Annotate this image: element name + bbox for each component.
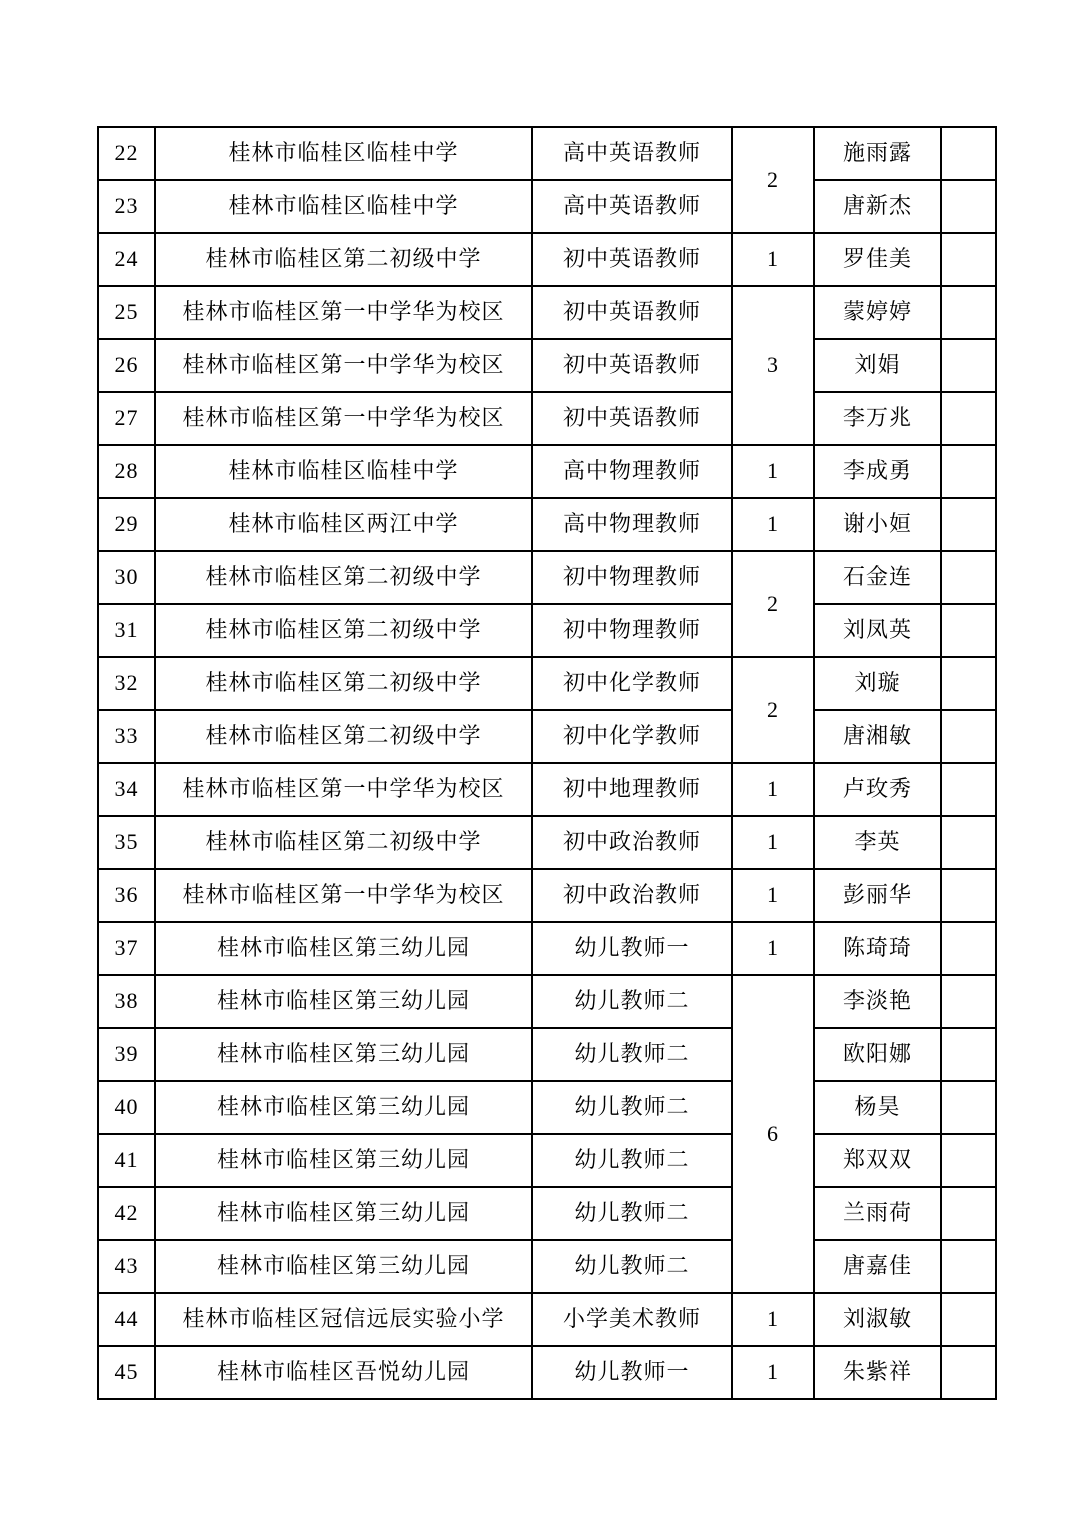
cell-count: 1: [732, 1293, 814, 1346]
cell-post: 幼儿教师一: [532, 1346, 732, 1399]
cell-unit: 桂林市临桂区第一中学华为校区: [155, 869, 532, 922]
table-row: [98, 710, 996, 763]
cell-index: 27: [98, 392, 155, 445]
cell-post: 初中物理教师: [532, 604, 732, 657]
cell-blank: [941, 1081, 996, 1134]
cell-index: 22: [98, 127, 155, 180]
cell-index: 25: [98, 286, 155, 339]
cell-blank: [941, 392, 996, 445]
cell-post: 高中英语教师: [532, 180, 732, 233]
cell-blank: [941, 339, 996, 392]
table-row: [98, 604, 996, 657]
cell-blank: [941, 1293, 996, 1346]
cell-name: 刘凤英: [814, 604, 941, 657]
cell-name: 刘淑敏: [814, 1293, 941, 1346]
cell-blank: [941, 180, 996, 233]
table-row: [98, 869, 996, 922]
table-row: [98, 1028, 996, 1081]
cell-index: 45: [98, 1346, 155, 1399]
cell-blank: [941, 710, 996, 763]
cell-post: 初中化学教师: [532, 710, 732, 763]
cell-blank: [941, 1346, 996, 1399]
cell-name: 兰雨荷: [814, 1187, 941, 1240]
cell-name: 谢小姮: [814, 498, 941, 551]
cell-name: 石金连: [814, 551, 941, 604]
cell-unit: 桂林市临桂区第一中学华为校区: [155, 392, 532, 445]
cell-blank: [941, 551, 996, 604]
cell-post: 小学美术教师: [532, 1293, 732, 1346]
cell-name: 唐新杰: [814, 180, 941, 233]
cell-post: 初中政治教师: [532, 869, 732, 922]
cell-name: 杨昊: [814, 1081, 941, 1134]
cell-unit: 桂林市临桂区吾悦幼儿园: [155, 1346, 532, 1399]
table-row: [98, 922, 996, 975]
cell-unit: 桂林市临桂区第二初级中学: [155, 551, 532, 604]
cell-unit: 桂林市临桂区临桂中学: [155, 180, 532, 233]
cell-blank: [941, 286, 996, 339]
cell-blank: [941, 922, 996, 975]
cell-unit: 桂林市临桂区两江中学: [155, 498, 532, 551]
cell-unit: 桂林市临桂区临桂中学: [155, 127, 532, 180]
cell-index: 30: [98, 551, 155, 604]
table-row: [98, 1081, 996, 1134]
cell-index: 28: [98, 445, 155, 498]
cell-name: 李万兆: [814, 392, 941, 445]
cell-blank: [941, 1134, 996, 1187]
cell-name: 唐湘敏: [814, 710, 941, 763]
cell-post: 初中物理教师: [532, 551, 732, 604]
cell-unit: 桂林市临桂区第三幼儿园: [155, 1134, 532, 1187]
cell-post: 幼儿教师二: [532, 1081, 732, 1134]
cell-post: 初中化学教师: [532, 657, 732, 710]
cell-blank: [941, 127, 996, 180]
cell-unit: 桂林市临桂区临桂中学: [155, 445, 532, 498]
cell-index: 41: [98, 1134, 155, 1187]
cell-name: 罗佳美: [814, 233, 941, 286]
cell-post: 高中物理教师: [532, 445, 732, 498]
table-row: [98, 233, 996, 286]
cell-name: 蒙婷婷: [814, 286, 941, 339]
cell-name: 彭丽华: [814, 869, 941, 922]
table-row: [98, 180, 996, 233]
cell-count: 1: [732, 763, 814, 816]
cell-blank: [941, 1187, 996, 1240]
table-row: [98, 551, 996, 604]
table-body: [98, 127, 996, 1399]
cell-unit: 桂林市临桂区第二初级中学: [155, 233, 532, 286]
cell-unit: 桂林市临桂区第三幼儿园: [155, 1187, 532, 1240]
cell-name: 陈琦琦: [814, 922, 941, 975]
cell-post: 初中英语教师: [532, 339, 732, 392]
cell-count: 1: [732, 498, 814, 551]
cell-post: 高中物理教师: [532, 498, 732, 551]
table-row: [98, 1134, 996, 1187]
cell-unit: 桂林市临桂区第三幼儿园: [155, 1081, 532, 1134]
cell-name: 李淡艳: [814, 975, 941, 1028]
table-row: [98, 339, 996, 392]
table-row: [98, 1293, 996, 1346]
cell-blank: [941, 604, 996, 657]
cell-blank: [941, 445, 996, 498]
cell-name: 欧阳娜: [814, 1028, 941, 1081]
table-row: [98, 127, 996, 180]
cell-index: 29: [98, 498, 155, 551]
cell-count: 3: [732, 286, 814, 445]
cell-post: 高中英语教师: [532, 127, 732, 180]
cell-index: 35: [98, 816, 155, 869]
cell-blank: [941, 498, 996, 551]
table-row: [98, 657, 996, 710]
cell-unit: 桂林市临桂区第三幼儿园: [155, 1240, 532, 1293]
cell-post: 初中地理教师: [532, 763, 732, 816]
cell-name: 朱紫祥: [814, 1346, 941, 1399]
cell-post: 初中英语教师: [532, 233, 732, 286]
cell-post: 初中英语教师: [532, 392, 732, 445]
cell-blank: [941, 657, 996, 710]
table-row: [98, 392, 996, 445]
cell-index: 31: [98, 604, 155, 657]
cell-count: 1: [732, 1346, 814, 1399]
cell-index: 42: [98, 1187, 155, 1240]
cell-count: 1: [732, 445, 814, 498]
cell-index: 37: [98, 922, 155, 975]
recruitment-table-wrapper: [97, 126, 983, 1400]
cell-unit: 桂林市临桂区第二初级中学: [155, 816, 532, 869]
table-row: [98, 816, 996, 869]
cell-count: 2: [732, 127, 814, 233]
cell-name: 唐嘉佳: [814, 1240, 941, 1293]
recruitment-table: [97, 126, 997, 1400]
cell-count: 1: [732, 922, 814, 975]
cell-blank: [941, 1028, 996, 1081]
cell-unit: 桂林市临桂区第二初级中学: [155, 657, 532, 710]
cell-post: 幼儿教师二: [532, 1028, 732, 1081]
cell-blank: [941, 1240, 996, 1293]
cell-index: 34: [98, 763, 155, 816]
cell-count: 1: [732, 233, 814, 286]
cell-index: 36: [98, 869, 155, 922]
table-row: [98, 498, 996, 551]
table-row: [98, 763, 996, 816]
cell-unit: 桂林市临桂区第三幼儿园: [155, 975, 532, 1028]
cell-name: 刘娟: [814, 339, 941, 392]
cell-unit: 桂林市临桂区第二初级中学: [155, 604, 532, 657]
cell-count: 6: [732, 975, 814, 1293]
cell-blank: [941, 975, 996, 1028]
cell-index: 43: [98, 1240, 155, 1293]
cell-count: 2: [732, 657, 814, 763]
cell-post: 幼儿教师二: [532, 1240, 732, 1293]
cell-name: 刘璇: [814, 657, 941, 710]
cell-count: 1: [732, 816, 814, 869]
cell-name: 卢玫秀: [814, 763, 941, 816]
cell-unit: 桂林市临桂区第一中学华为校区: [155, 763, 532, 816]
table-row: [98, 286, 996, 339]
cell-post: 幼儿教师二: [532, 975, 732, 1028]
cell-post: 幼儿教师二: [532, 1134, 732, 1187]
table-row: [98, 1346, 996, 1399]
cell-blank: [941, 816, 996, 869]
cell-index: 33: [98, 710, 155, 763]
cell-post: 初中政治教师: [532, 816, 732, 869]
cell-count: 2: [732, 551, 814, 657]
cell-unit: 桂林市临桂区第三幼儿园: [155, 1028, 532, 1081]
cell-index: 38: [98, 975, 155, 1028]
cell-unit: 桂林市临桂区第二初级中学: [155, 710, 532, 763]
cell-index: 40: [98, 1081, 155, 1134]
cell-blank: [941, 233, 996, 286]
cell-blank: [941, 763, 996, 816]
cell-name: 施雨露: [814, 127, 941, 180]
cell-index: 32: [98, 657, 155, 710]
table-row: [98, 1187, 996, 1240]
cell-unit: 桂林市临桂区冠信远辰实验小学: [155, 1293, 532, 1346]
cell-blank: [941, 869, 996, 922]
cell-name: 李英: [814, 816, 941, 869]
cell-unit: 桂林市临桂区第一中学华为校区: [155, 339, 532, 392]
cell-index: 26: [98, 339, 155, 392]
cell-name: 郑双双: [814, 1134, 941, 1187]
cell-unit: 桂林市临桂区第一中学华为校区: [155, 286, 532, 339]
cell-post: 幼儿教师二: [532, 1187, 732, 1240]
cell-index: 39: [98, 1028, 155, 1081]
cell-unit: 桂林市临桂区第三幼儿园: [155, 922, 532, 975]
cell-count: 1: [732, 869, 814, 922]
cell-index: 24: [98, 233, 155, 286]
cell-index: 44: [98, 1293, 155, 1346]
table-row: [98, 975, 996, 1028]
cell-name: 李成勇: [814, 445, 941, 498]
table-row: [98, 1240, 996, 1293]
cell-post: 幼儿教师一: [532, 922, 732, 975]
table-row: [98, 445, 996, 498]
cell-post: 初中英语教师: [532, 286, 732, 339]
cell-index: 23: [98, 180, 155, 233]
